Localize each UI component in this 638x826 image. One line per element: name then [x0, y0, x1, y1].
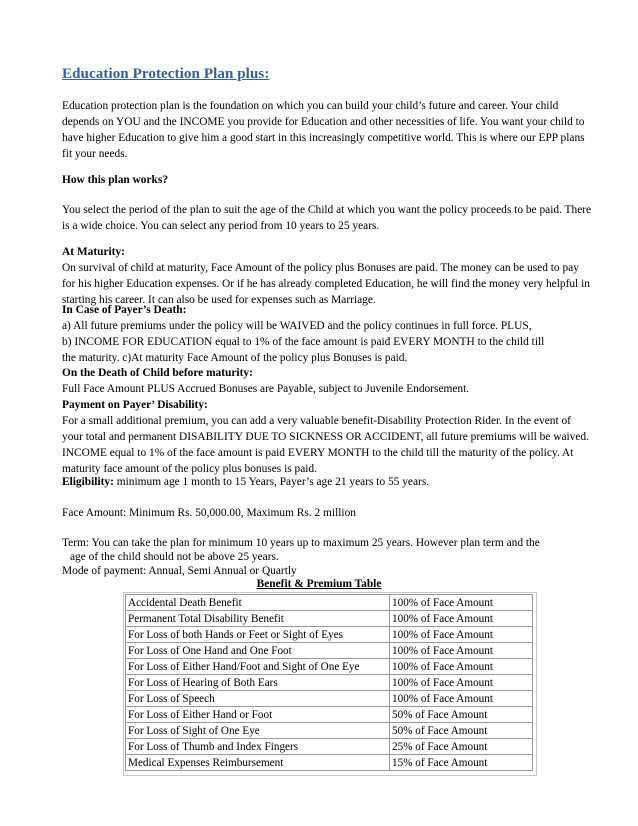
eligibility-text: minimum age 1 month to 15 Years, Payer’s age 21 years to 55 years. [113, 476, 430, 488]
table-row [126, 707, 533, 723]
amount-cell: 25% of Face Amount [390, 739, 533, 755]
benefit-cell: Accidental Death Benefit [126, 595, 390, 611]
maturity-heading: At Maturity: [62, 246, 125, 258]
payer-death-line-b: b) INCOME FOR EDUCATION equal to 1% of the face amount is paid EVERY MONTH to the child till [62, 336, 545, 348]
benefit-table-title: Benefit & Premium Table [256, 578, 382, 590]
amount-cell: 100% of Face Amount [390, 595, 533, 611]
benefit-cell: For Loss of both Hands or Feet or Sight of Eyes [126, 627, 390, 643]
table-row [126, 643, 533, 659]
term-line-1: Term: You can take the plan for minimum 10 years up to maximum 25 years. However plan term and the [62, 537, 540, 549]
eligibility-label: Eligibility: [62, 476, 114, 488]
amount-cell: 50% of Face Amount [390, 723, 533, 739]
table-row [126, 659, 533, 675]
benefit-cell: For Loss of Thumb and Index Fingers [126, 739, 390, 755]
child-death-text: Full Face Amount PLUS Accrued Bonuses are Payable, subject to Juvenile Endorsement. [62, 383, 470, 395]
amount-cell: 15% of Face Amount [390, 755, 533, 771]
disability-heading: Payment on Payer’ Disability: [62, 399, 208, 411]
benefit-cell: For Loss of Either Hand or Foot [126, 707, 390, 723]
amount-cell: 100% of Face Amount [390, 659, 533, 675]
table-row [126, 691, 533, 707]
benefit-table [125, 594, 533, 771]
benefit-cell: For Loss of Hearing of Both Ears [126, 675, 390, 691]
payer-death-line-a: a) All future premiums under the policy will be WAIVED and the policy continues in full force. PLUS, [62, 320, 532, 332]
amount-cell: 100% of Face Amount [390, 611, 533, 627]
how-paragraph: You select the period of the plan to suit the age of the Child at which you want the policy proceeds to be paid. There is a wide choice. You can select any period from 10 years to 25 years. [62, 204, 592, 232]
term-line-2: age of the child should not be above 25 years. [70, 551, 279, 563]
amount-cell: 50% of Face Amount [390, 707, 533, 723]
benefit-cell: For Loss of Speech [126, 691, 390, 707]
payer-death-heading: In Case of Payer’s Death: [62, 304, 187, 316]
table-row [126, 627, 533, 643]
payment-mode-line: Mode of payment: Annual, Semi Annual or Quartly [62, 565, 297, 577]
table-row [126, 723, 533, 739]
eligibility-line [62, 474, 429, 490]
child-death-heading: On the Death of Child before maturity: [62, 367, 253, 379]
amount-cell: 100% of Face Amount [390, 643, 533, 659]
benefit-cell: For Loss of One Hand and One Foot [126, 643, 390, 659]
payer-death-line-c: the maturity. c)At maturity Face Amount of the policy plus Bonuses is paid. [62, 352, 408, 364]
benefit-cell: For Loss of Sight of One Eye [126, 723, 390, 739]
table-row [126, 755, 533, 771]
document-title: Education Protection Plan plus: [62, 66, 270, 82]
benefit-cell: Medical Expenses Reimbursement [126, 755, 390, 771]
intro-paragraph: Education protection plan is the foundation on which you can build your child’s future and career. Your child depends on YOU and the INCOME you provide for Education and other necessities of life. You want your child to have higher Education to give him a good start in this increasingly competitive world. This is where our EPP plans fit your needs. [62, 100, 585, 160]
maturity-paragraph: On survival of child at maturity, Face Amount of the policy plus Bonuses are paid. The money can be used to pay for his higher Education expenses. Or if he has already completed Education, he will find the money very helpful in starting his career. It can also be used for expenses such as Marriage. [62, 262, 590, 306]
amount-cell: 100% of Face Amount [390, 675, 533, 691]
table-row [126, 739, 533, 755]
amount-cell: 100% of Face Amount [390, 691, 533, 707]
face-amount-line: Face Amount: Minimum Rs. 50,000.00, Maximum Rs. 2 million [62, 507, 356, 519]
amount-cell: 100% of Face Amount [390, 627, 533, 643]
benefit-cell: Permanent Total Disability Benefit [126, 611, 390, 627]
how-heading: How this plan works? [62, 174, 169, 186]
benefit-cell: For Loss of Either Hand/Foot and Sight of One Eye [126, 659, 390, 675]
table-row [126, 675, 533, 691]
table-row [126, 595, 533, 611]
table-row [126, 611, 533, 627]
disability-paragraph: For a small additional premium, you can add a very valuable benefit-Disability Protection Rider. In the event of your total and permanent DISABILITY DUE TO SICKNESS OR ACCIDENT, all future premiums will be waived. INCOME equal to 1% of the face amount is paid EVERY MONTH to the child till the maturity of the policy. At maturity face amount of the policy plus bonuses is paid. [62, 415, 589, 475]
